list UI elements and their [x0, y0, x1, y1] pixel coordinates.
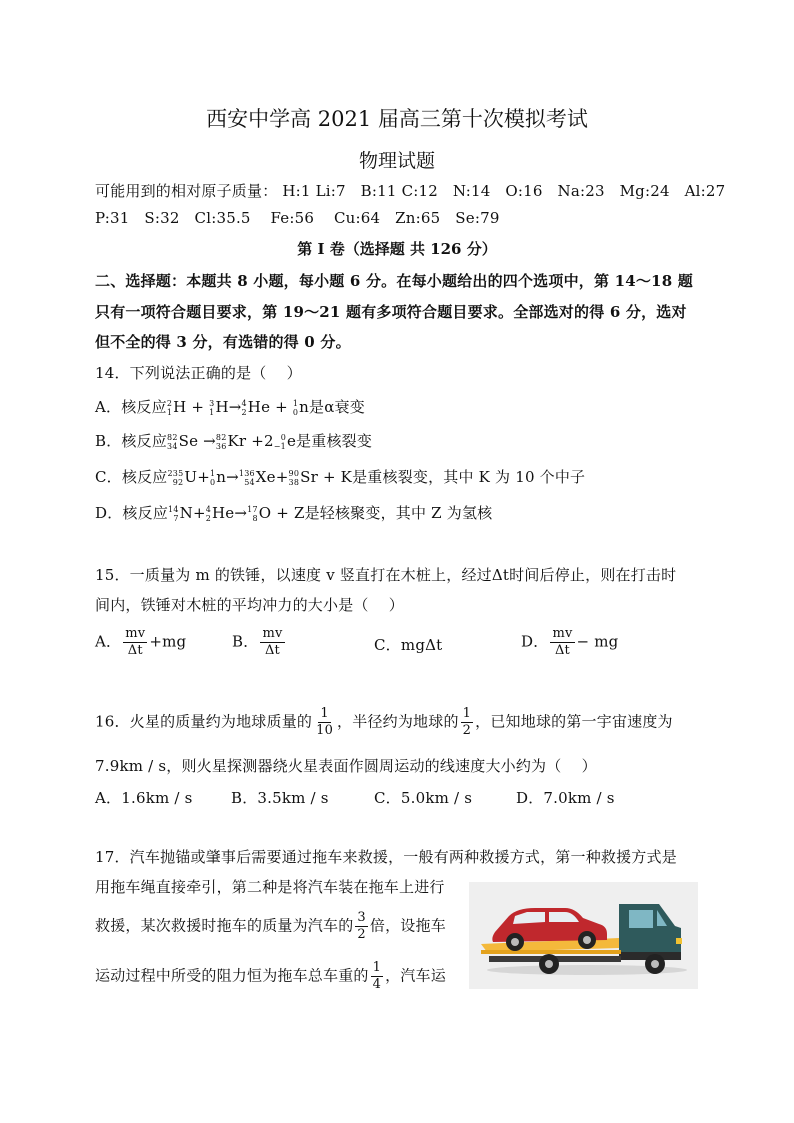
q15-d-label: D．	[521, 632, 549, 651]
instruction-line-2: 只有一项符合题目要求，第 19～21 题有多项符合题目要求。全部选对的得 6 分，选对	[95, 303, 687, 321]
q16-text-b: ，半径约为地球的	[337, 712, 459, 731]
instruction-line-3: 但不全的得 3 分，有选错的得 0 分。	[95, 333, 351, 351]
q15-d-den: Δt	[554, 643, 570, 658]
q15-b-num: mv	[262, 626, 283, 641]
q16-fraction-mass	[314, 706, 335, 739]
q16-frac2-den: 2	[462, 723, 472, 738]
q17-frac2-den: 4	[372, 977, 382, 992]
q16-stem-line-1	[95, 706, 673, 739]
q14-a-equation: 2 1 H + 3 1 H→ 4 2 He + 1 0 n	[166, 398, 310, 417]
q14-b-equation: 82 34 Se → 82 36 Kr +2 0 −1 e	[167, 432, 297, 451]
q16-frac2-num: 1	[462, 706, 472, 721]
tow-truck-illustration	[469, 882, 698, 989]
q16-stem-line-2: 7.9km / s，则火星探测器绕火星表面作圆周运动的线速度大小约为（ ）	[95, 757, 597, 775]
q14-b-prefix: B．核反应	[95, 432, 168, 450]
q15-stem-line-2: 间内，铁锤对木桩的平均冲力的大小是（ ）	[95, 596, 404, 614]
q17-line3-text-a: 救援，某次救援时拖车的质量为汽车的	[95, 916, 354, 935]
q15-b-label: B．	[232, 632, 259, 651]
q15-b-den: Δt	[264, 643, 280, 658]
q17-line4-text-b: ，汽车运	[385, 966, 446, 985]
q17-frac2-num: 1	[372, 960, 382, 975]
exam-subtitle: 物理试题	[358, 150, 435, 172]
q14-option-a	[95, 396, 365, 417]
q15-d-tail: − mg	[576, 632, 619, 651]
q15-d-num: mv	[552, 626, 573, 641]
q17-fraction-mass	[355, 910, 367, 943]
q15-a-num: mv	[125, 626, 146, 641]
q14-option-c	[95, 466, 585, 487]
q15-option-d	[521, 626, 618, 659]
q16-text-c: ，已知地球的第一宇宙速度为	[475, 712, 673, 731]
q14-c-equation: 235 92 U+ 1 0 n→ 136 54 Xe+ 90 38 Sr + K	[167, 468, 353, 487]
q14-option-b	[95, 430, 372, 451]
tow-truck-icon	[469, 882, 698, 989]
atomic-mass-line-2: P:31 S:32 Cl:35.5 Fe:56 Cu:64 Zn:65 Se:79	[95, 209, 500, 227]
q15-a-fraction	[123, 626, 147, 659]
q16-option-d: D．7.0km / s	[516, 789, 615, 807]
q15-d-fraction	[550, 626, 574, 659]
q14-a-suffix: 是α衰变	[309, 398, 365, 416]
section-heading: 第 I 卷（选择题 共 126 分）	[297, 240, 497, 258]
q16-option-a: A．1.6km / s	[95, 789, 193, 807]
q14-b-suffix: 是重核裂变	[296, 432, 373, 450]
q16-option-c: C．5.0km / s	[374, 789, 473, 807]
q17-line-2: 用拖车绳直接牵引，第二种是将汽车装在拖车上进行	[95, 878, 445, 896]
q15-option-a	[95, 626, 186, 659]
q15-option-c	[374, 634, 442, 655]
q15-stem-line-1: 15．一质量为 m 的铁锤，以速度 v 竖直打在木桩上，经过Δt时间后停止，则在打击时	[95, 566, 677, 584]
q15-option-b	[232, 626, 287, 659]
q15-c-label: C．	[374, 636, 401, 654]
q15-a-label: A．	[95, 632, 122, 651]
q14-option-d	[95, 502, 492, 523]
q17-line-1: 17．汽车抛锚或肇事后需要通过拖车来救援，一般有两种救援方式，第一种救援方式是	[95, 848, 677, 866]
q16-text-a: 16．火星的质量约为地球质量的	[95, 712, 313, 731]
q17-fraction-resistance	[371, 960, 383, 993]
atomic-mass-line-1: 可能用到的相对原子质量： H:1 Li:7 B:11 C:12 N:14 O:16 Na:23 Mg:24 Al:27	[95, 182, 726, 200]
q17-line-4	[95, 960, 446, 993]
q15-a-den: Δt	[127, 643, 143, 658]
q17-line4-text-a: 运动过程中所受的阻力恒为拖车总车重的	[95, 966, 369, 985]
q14-d-prefix: D．核反应	[95, 504, 169, 522]
q17-frac1-num: 3	[357, 910, 366, 925]
q17-frac1-den: 2	[357, 927, 366, 942]
exam-title: 西安中学高 2021 届高三第十次模拟考试	[206, 107, 588, 131]
q14-a-prefix: A．核反应	[95, 398, 167, 416]
q16-frac1-den: 10	[316, 723, 334, 738]
q14-d-equation: 14 7 N+ 4 2 He→ 17 8 O + Z	[168, 504, 305, 523]
q15-a-tail: +mg	[149, 632, 187, 651]
q17-line-3	[95, 910, 446, 943]
q17-line3-text-b: 倍，设拖车	[369, 916, 446, 935]
q14-stem: 14．下列说法正确的是（ ）	[95, 364, 302, 382]
q16-option-b: B．3.5km / s	[231, 789, 329, 807]
q14-c-suffix: 是重核裂变，其中 K 为 10 个中子	[352, 468, 586, 486]
q14-d-suffix: 是轻核聚变，其中 Z 为氢核	[304, 504, 493, 522]
q15-c-text: mgΔt	[400, 636, 443, 654]
q16-frac1-num: 1	[320, 706, 329, 721]
q15-b-fraction	[260, 626, 284, 659]
q16-fraction-radius	[461, 706, 473, 739]
instruction-line-1: 二、选择题：本题共 8 小题，每小题 6 分。在每小题给出的四个选项中，第 14～18 题	[95, 272, 693, 290]
q14-c-prefix: C．核反应	[95, 468, 168, 486]
